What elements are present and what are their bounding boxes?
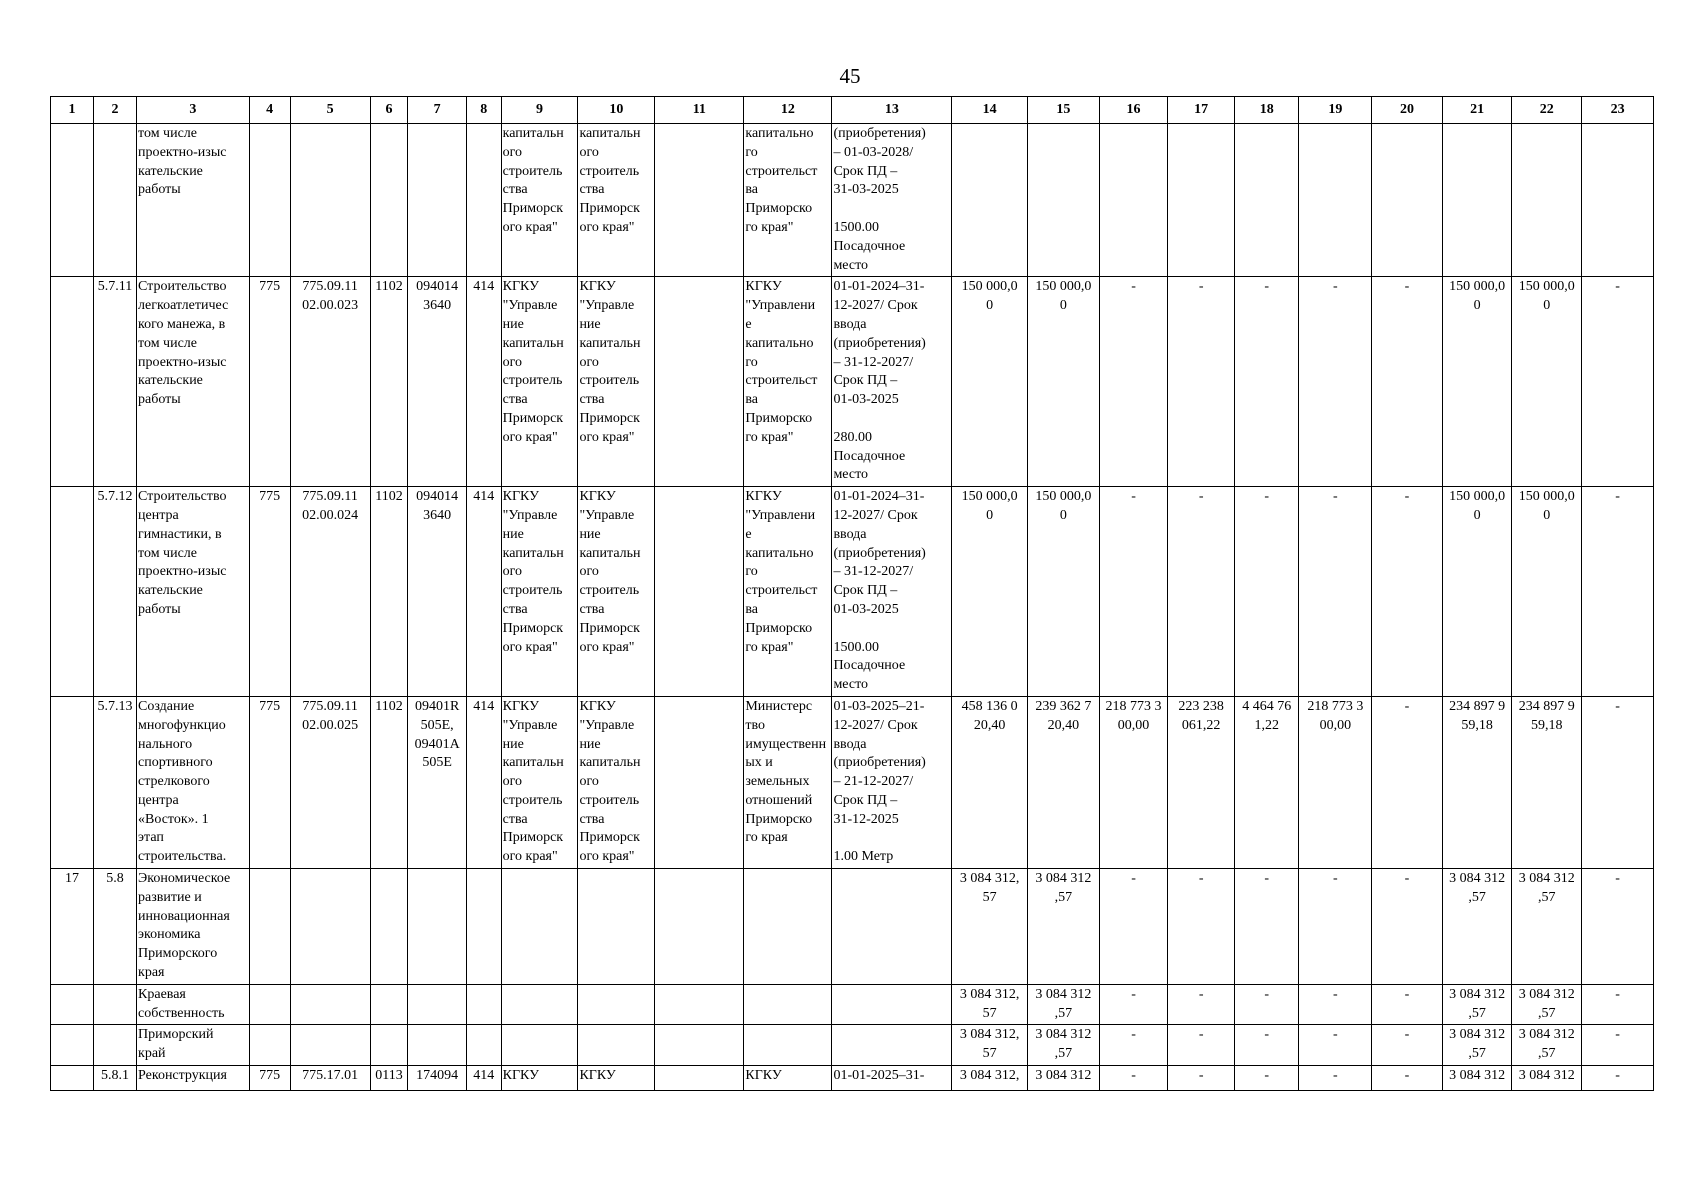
table-cell: - (1582, 1025, 1654, 1066)
table-cell: - (1099, 487, 1168, 697)
table-cell (290, 984, 370, 1025)
table-cell (94, 124, 137, 277)
table-cell: капитально го строительст ва Приморско го края" (744, 124, 832, 277)
table-cell (370, 984, 408, 1025)
col-header: 3 (137, 97, 250, 124)
table-cell (290, 124, 370, 277)
table-cell: 174094 (408, 1066, 466, 1091)
table-cell: - (1168, 984, 1235, 1025)
table-cell: 3 084 312 ,57 (1028, 1025, 1100, 1066)
table-cell (832, 869, 952, 985)
table-cell: 4 464 76 1,22 (1234, 696, 1299, 868)
table-cell: - (1099, 869, 1168, 985)
table-cell (655, 1025, 744, 1066)
table-cell (51, 1066, 94, 1091)
table-cell: 775.09.11 02.00.023 (290, 277, 370, 487)
table-row (51, 869, 1654, 985)
col-header: 20 (1372, 97, 1443, 124)
table-cell: - (1234, 277, 1299, 487)
table-cell (655, 1066, 744, 1091)
table-cell: КГКУ "Управле ние капитальн ого строитель ства Приморск ого края" (501, 277, 578, 487)
table-cell: 218 773 3 00,00 (1099, 696, 1168, 868)
table-cell: 01-03-2025–21- 12-2027/ Срок ввода (приобретения) – 21-12-2027/ Срок ПД – 31-12-2025 1.00 Метр (832, 696, 952, 868)
table-cell: - (1372, 1066, 1443, 1091)
table-cell (1512, 124, 1582, 277)
table-cell: - (1372, 696, 1443, 868)
table-cell: 01-01-2025–31- (832, 1066, 952, 1091)
col-header: 6 (370, 97, 408, 124)
table-cell (290, 869, 370, 985)
col-header: 5 (290, 97, 370, 124)
table-cell: - (1372, 277, 1443, 487)
table-cell (655, 487, 744, 697)
table-cell: - (1299, 1066, 1372, 1091)
table-cell (249, 984, 290, 1025)
col-header: 11 (655, 97, 744, 124)
table-cell: 218 773 3 00,00 (1299, 696, 1372, 868)
table-cell (952, 124, 1028, 277)
table-cell: - (1299, 869, 1372, 985)
table-row (51, 984, 1654, 1025)
col-header: 7 (408, 97, 466, 124)
table-cell: 775 (249, 277, 290, 487)
table-cell (408, 1025, 466, 1066)
table-cell: - (1168, 1066, 1235, 1091)
page-number: 45 (839, 64, 861, 88)
col-header: 19 (1299, 97, 1372, 124)
table-cell: 150 000,0 0 (1442, 487, 1512, 697)
table-cell: Строительство центра гимнастики, в том числе проектно-изыс кательские работы (137, 487, 250, 697)
table-cell: 775.09.11 02.00.024 (290, 487, 370, 697)
table-cell: - (1099, 277, 1168, 487)
col-header: 21 (1442, 97, 1512, 124)
table-cell: 3 084 312 (1028, 1066, 1100, 1091)
col-header: 1 (51, 97, 94, 124)
table-cell (249, 124, 290, 277)
table-cell (1582, 124, 1654, 277)
table-cell: 01-01-2024–31- 12-2027/ Срок ввода (приобретения) – 31-12-2027/ Срок ПД – 01-03-2025 280.00 Посадочное место (832, 277, 952, 487)
table-cell: 5.7.13 (94, 696, 137, 868)
table-cell: - (1168, 869, 1235, 985)
table-cell: - (1099, 984, 1168, 1025)
table-cell: Приморский край (137, 1025, 250, 1066)
table-cell: КГКУ (744, 1066, 832, 1091)
table-row (51, 1066, 1654, 1091)
table-cell: - (1582, 984, 1654, 1025)
table-cell: 5.8.1 (94, 1066, 137, 1091)
table-cell (51, 277, 94, 487)
table-cell: - (1234, 487, 1299, 697)
table-cell: - (1099, 1066, 1168, 1091)
col-header: 14 (952, 97, 1028, 124)
table-cell: 3 084 312, 57 (952, 1025, 1028, 1066)
table-cell (501, 869, 578, 985)
table-cell: Экономическое развитие и инновационная экономика Приморского края (137, 869, 250, 985)
table-cell: 150 000,0 0 (952, 277, 1028, 487)
table-cell: 01-01-2024–31- 12-2027/ Срок ввода (приобретения) – 31-12-2027/ Срок ПД – 01-03-2025 1500.00 Посадочное место (832, 487, 952, 697)
table-cell (249, 869, 290, 985)
table-cell: - (1299, 487, 1372, 697)
table-cell: 414 (466, 696, 501, 868)
table-cell (1442, 124, 1512, 277)
table-cell (408, 869, 466, 985)
table-cell (94, 1025, 137, 1066)
col-header: 9 (501, 97, 578, 124)
col-header: 2 (94, 97, 137, 124)
table-cell: 223 238 061,22 (1168, 696, 1235, 868)
table-cell: 5.7.11 (94, 277, 137, 487)
table-cell (1234, 124, 1299, 277)
table-cell: 1102 (370, 696, 408, 868)
table-cell: Строительство легкоатлетичес кого манежа, в том числе проектно-изыс кательские работы (137, 277, 250, 487)
table-cell: 3 084 312 ,57 (1512, 1025, 1582, 1066)
table-cell: КГКУ "Управле ние капитальн ого строитель ства Приморск ого края" (578, 487, 655, 697)
table-cell: - (1234, 984, 1299, 1025)
table-cell: - (1582, 487, 1654, 697)
table-cell: 094014 3640 (408, 277, 466, 487)
table-cell: Создание многофункцио нального спортивного стрелкового центра «Восток». 1 этап строительства. (137, 696, 250, 868)
table-cell: 150 000,0 0 (952, 487, 1028, 697)
table-cell: 239 362 7 20,40 (1028, 696, 1100, 868)
table-cell: 414 (466, 487, 501, 697)
table-cell (51, 984, 94, 1025)
table-cell: - (1234, 869, 1299, 985)
table-cell: 3 084 312, (952, 1066, 1028, 1091)
table-cell: 3 084 312 ,57 (1028, 869, 1100, 985)
table-cell: - (1299, 1025, 1372, 1066)
table-cell (1168, 124, 1235, 277)
table-cell (51, 487, 94, 697)
table-cell (578, 869, 655, 985)
col-header: 22 (1512, 97, 1582, 124)
table-cell (744, 869, 832, 985)
table-cell: - (1372, 869, 1443, 985)
table-cell: 234 897 9 59,18 (1512, 696, 1582, 868)
table-cell: 3 084 312, 57 (952, 984, 1028, 1025)
table-cell: 5.8 (94, 869, 137, 985)
table-cell (466, 984, 501, 1025)
table-cell: - (1168, 277, 1235, 487)
table-cell (501, 984, 578, 1025)
table-cell: 17 (51, 869, 94, 985)
table-cell: КГКУ "Управле ние капитальн ого строитель ства Приморск ого края" (578, 696, 655, 868)
table-cell (832, 984, 952, 1025)
table-cell: (приобретения) – 01-03-2028/ Срок ПД – 31-03-2025 1500.00 Посадочное место (832, 124, 952, 277)
table-cell: - (1299, 277, 1372, 487)
table-cell: - (1582, 277, 1654, 487)
table-cell: - (1372, 487, 1443, 697)
table-cell: 414 (466, 277, 501, 487)
table-cell (832, 1025, 952, 1066)
table-cell: КГКУ "Управлени е капитально го строительст ва Приморско го края" (744, 487, 832, 697)
table-cell: Реконструкция (137, 1066, 250, 1091)
table-cell: 150 000,0 0 (1442, 277, 1512, 487)
table-cell (370, 1025, 408, 1066)
table-cell (578, 1025, 655, 1066)
table-cell (466, 1025, 501, 1066)
table-cell: - (1582, 869, 1654, 985)
col-header: 17 (1168, 97, 1235, 124)
table-cell: - (1372, 984, 1443, 1025)
col-header: 10 (578, 97, 655, 124)
table-cell: 1102 (370, 277, 408, 487)
col-header: 23 (1582, 97, 1654, 124)
table-cell: КГКУ "Управле ние капитальн ого строитель ства Приморск ого края" (501, 487, 578, 697)
table-cell: капитальн ого строитель ства Приморск ого края" (578, 124, 655, 277)
table-cell: 09401R 505E, 09401A 505E (408, 696, 466, 868)
table-cell: 3 084 312 ,57 (1442, 984, 1512, 1025)
table-cell: КГКУ "Управле ние капитальн ого строитель ства Приморск ого края" (501, 696, 578, 868)
col-header: 12 (744, 97, 832, 124)
table-cell (94, 984, 137, 1025)
table-cell: 0113 (370, 1066, 408, 1091)
table-cell: 775 (249, 696, 290, 868)
table-cell (370, 124, 408, 277)
table-cell (578, 984, 655, 1025)
table-cell (51, 1025, 94, 1066)
table-cell: капитальн ого строитель ства Приморск ого края" (501, 124, 578, 277)
table-cell: 775 (249, 1066, 290, 1091)
table-cell: 1102 (370, 487, 408, 697)
table-cell (655, 696, 744, 868)
table-cell (501, 1025, 578, 1066)
table-cell: КГКУ "Управлени е капитально го строительст ва Приморско го края" (744, 277, 832, 487)
table-row (51, 124, 1654, 277)
table-cell: 775.09.11 02.00.025 (290, 696, 370, 868)
table-cell (466, 869, 501, 985)
header-row (51, 97, 1654, 124)
table-cell: 775 (249, 487, 290, 697)
table-cell: 3 084 312 ,57 (1512, 984, 1582, 1025)
table-cell: 3 084 312, 57 (952, 869, 1028, 985)
table-cell (655, 124, 744, 277)
table-row (51, 277, 1654, 487)
table-cell (744, 1025, 832, 1066)
table-row (51, 487, 1654, 697)
table-cell: том числе проектно-изыс кательские работы (137, 124, 250, 277)
table-cell: Краевая собственность (137, 984, 250, 1025)
table-cell: 234 897 9 59,18 (1442, 696, 1512, 868)
table-cell (744, 984, 832, 1025)
table-cell (655, 984, 744, 1025)
table-cell (1099, 124, 1168, 277)
table-cell: 3 084 312 ,57 (1028, 984, 1100, 1025)
table-cell: КГКУ (578, 1066, 655, 1091)
table-cell: 3 084 312 (1442, 1066, 1512, 1091)
col-header: 16 (1099, 97, 1168, 124)
table-cell: 150 000,0 0 (1028, 487, 1100, 697)
table-cell (290, 1025, 370, 1066)
table-cell (466, 124, 501, 277)
table-cell: 3 084 312 ,57 (1442, 869, 1512, 985)
table-cell: - (1168, 487, 1235, 697)
table-cell: 414 (466, 1066, 501, 1091)
table-cell: 150 000,0 0 (1512, 277, 1582, 487)
budget-table (50, 96, 1654, 1091)
table-cell: КГКУ "Управле ние капитальн ого строитель ства Приморск ого края" (578, 277, 655, 487)
col-header: 15 (1028, 97, 1100, 124)
table-cell (408, 984, 466, 1025)
table-cell: Министерс тво имущественных и земельных отношений Приморско го края (744, 696, 832, 868)
table-cell: - (1299, 984, 1372, 1025)
table-cell: - (1234, 1066, 1299, 1091)
table-cell: - (1168, 1025, 1235, 1066)
col-header: 8 (466, 97, 501, 124)
table-cell: 3 084 312 (1512, 1066, 1582, 1091)
table-cell: 458 136 0 20,40 (952, 696, 1028, 868)
table-cell (1299, 124, 1372, 277)
table-cell: 5.7.12 (94, 487, 137, 697)
table-cell: - (1234, 1025, 1299, 1066)
col-header: 18 (1234, 97, 1299, 124)
table-cell (51, 124, 94, 277)
table-cell: 094014 3640 (408, 487, 466, 697)
table-row (51, 1025, 1654, 1066)
table-cell (655, 277, 744, 487)
table-cell: 150 000,0 0 (1512, 487, 1582, 697)
table-cell (249, 1025, 290, 1066)
table-cell (1028, 124, 1100, 277)
table-cell: - (1372, 1025, 1443, 1066)
table-cell (51, 696, 94, 868)
table-cell: 3 084 312 ,57 (1512, 869, 1582, 985)
table-cell (408, 124, 466, 277)
table-cell: - (1582, 696, 1654, 868)
table-cell: - (1099, 1025, 1168, 1066)
table-cell: - (1582, 1066, 1654, 1091)
table-cell: КГКУ (501, 1066, 578, 1091)
table-cell (1372, 124, 1443, 277)
table-cell: 3 084 312 ,57 (1442, 1025, 1512, 1066)
col-header: 4 (249, 97, 290, 124)
table-row (51, 696, 1654, 868)
col-header: 13 (832, 97, 952, 124)
table-cell (370, 869, 408, 985)
table-cell (655, 869, 744, 985)
table-cell: 775.17.01 (290, 1066, 370, 1091)
table-cell: 150 000,0 0 (1028, 277, 1100, 487)
